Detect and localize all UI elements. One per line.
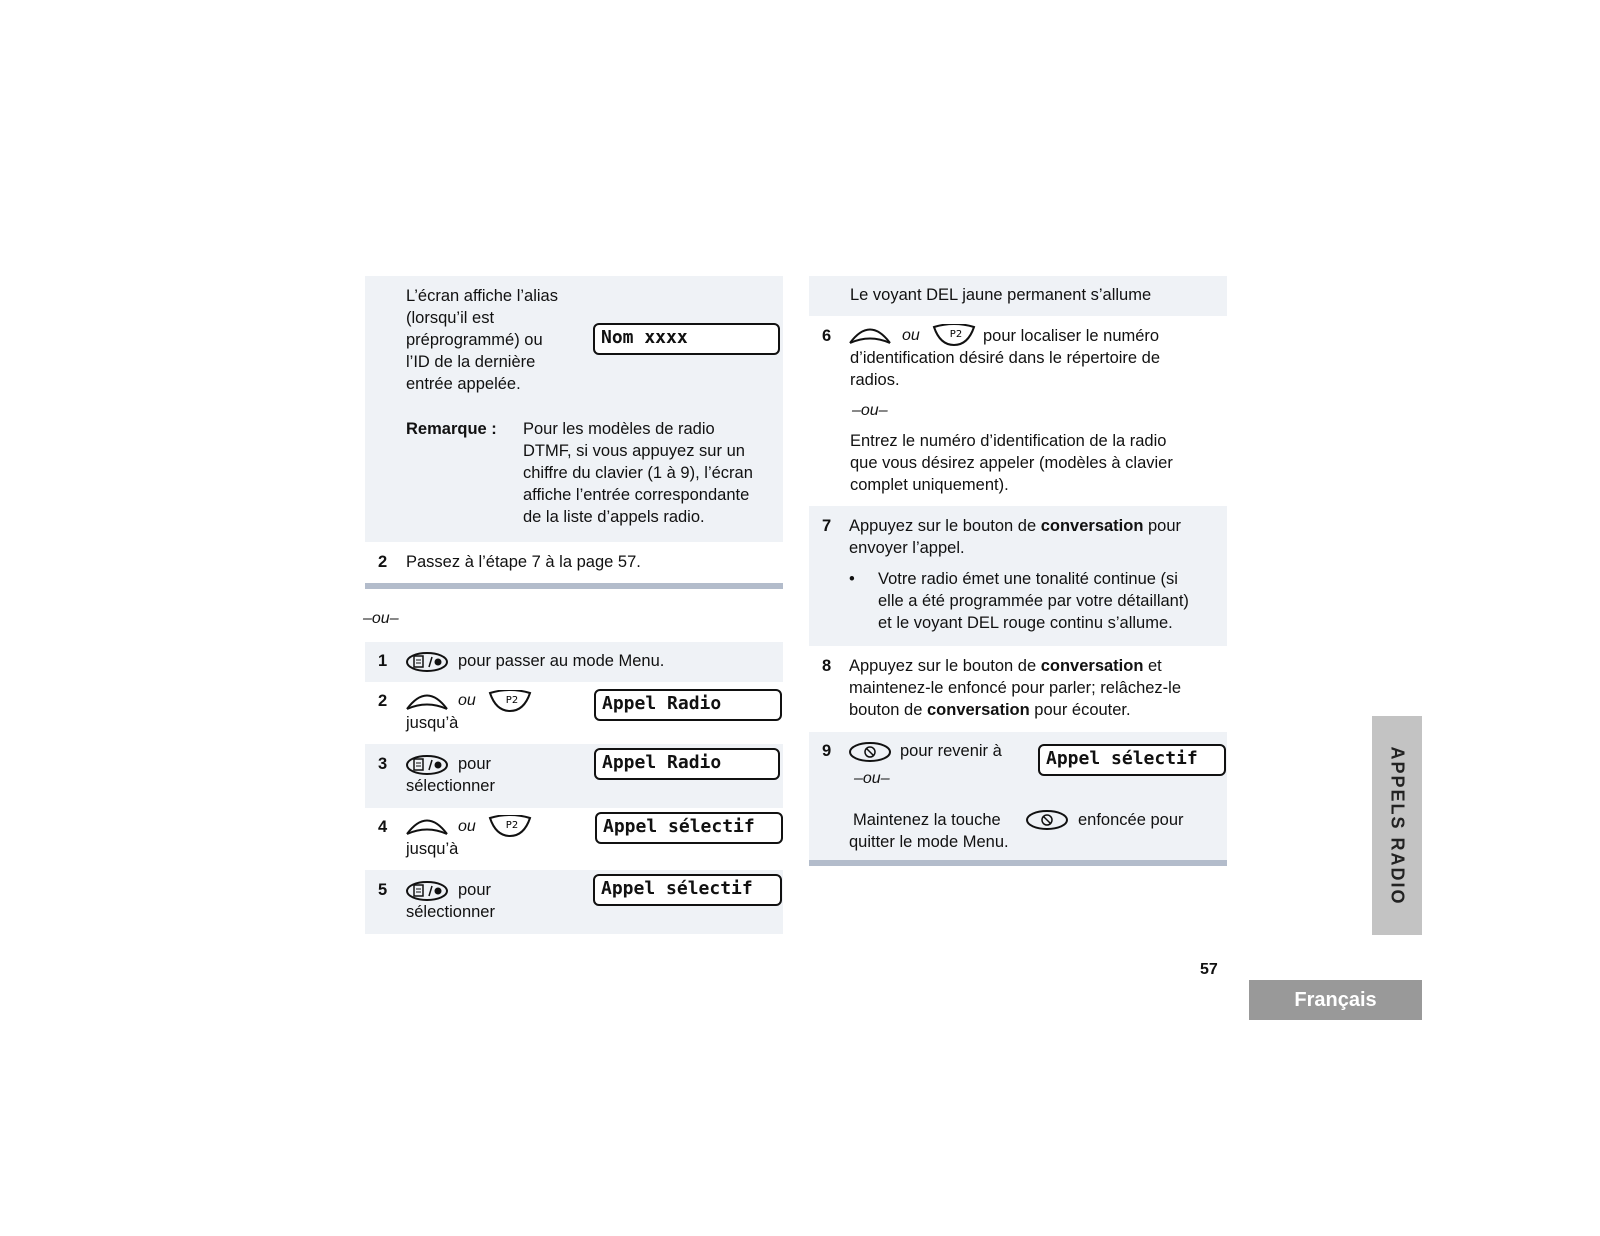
lcd-display: Appel sélectif [1038, 744, 1226, 776]
step-number: 9 [822, 742, 832, 760]
step-text: envoyer l’appel. [849, 539, 965, 557]
step-number: 5 [378, 881, 388, 899]
step-text: pour passer au mode Menu. [458, 652, 665, 670]
step-text: jusqu’à [406, 840, 459, 858]
step-text: sélectionner [406, 903, 495, 921]
page-number: 57 [1200, 961, 1218, 978]
intro-line: L’écran affiche l’alias [406, 287, 558, 305]
intro-line: entrée appelée. [406, 375, 521, 393]
lcd-display: Appel sélectif [593, 874, 782, 906]
step-text: Appuyez sur le bouton de conversation pour [849, 517, 1182, 535]
home-exit-button-icon [1025, 809, 1069, 831]
step-text: pour localiser le numéro [983, 327, 1160, 345]
bullet-text: Votre radio émet une tonalité continue (si [878, 570, 1178, 588]
step-text: quitter le mode Menu. [849, 833, 1009, 851]
step-text: pour revenir à [900, 742, 1002, 760]
step-number: 2 [378, 553, 388, 571]
svg-text:P2: P2 [505, 820, 519, 831]
section-side-tab [1372, 716, 1422, 935]
note-line: chiffre du clavier (1 à 9), l’écran [523, 464, 753, 482]
or-separator: –ou– [854, 770, 890, 787]
status-text: Le voyant DEL jaune permanent s’allume [850, 286, 1152, 304]
step-text: radios. [850, 371, 900, 389]
scroll-up-icon [405, 690, 449, 712]
note-line: Pour les modèles de radio [523, 420, 715, 438]
language-tab: Français [1249, 980, 1422, 1020]
scroll-up-icon [405, 815, 449, 837]
scroll-up-icon [848, 324, 892, 346]
or-separator: –ou– [852, 402, 888, 419]
intro-line: (lorsqu’il est [406, 309, 495, 327]
note-line: DTMF, si vous appuyez sur un [523, 442, 745, 460]
scroll-down-icon [488, 690, 532, 712]
or-word: ou [902, 327, 920, 344]
lcd-display: Appel sélectif [595, 812, 783, 844]
step-text: d’identification désiré dans le répertoire de [850, 349, 1161, 367]
step-text: complet uniquement). [850, 476, 1009, 494]
or-word: ou [458, 692, 476, 709]
step-number: 2 [378, 692, 388, 710]
lcd-display: Appel Radio [594, 689, 782, 721]
step-text: pour [458, 881, 492, 899]
step-number: 6 [822, 327, 832, 345]
section-divider [809, 860, 1227, 866]
svg-text:P2: P2 [505, 695, 519, 706]
intro-line: l’ID de la dernière [406, 353, 536, 371]
emphasis: conversation [927, 701, 1030, 719]
step-text: que vous désirez appeler (modèles à clavier [850, 454, 1173, 472]
step-number: 8 [822, 657, 832, 675]
scroll-down-icon [932, 324, 976, 346]
step-text: maintenez-le enfoncé pour parler; relâchez-le [849, 679, 1182, 697]
step-text: enfoncée pour [1078, 811, 1184, 829]
step-text: bouton de conversation pour écouter. [849, 701, 1131, 719]
side-tab-label: APPELS RADIO [1387, 746, 1408, 906]
bullet-text: elle a été programmée par votre détaillant) [878, 592, 1189, 610]
step-number: 1 [378, 652, 388, 670]
menu-select-button-icon [405, 880, 449, 902]
emphasis: conversation [1040, 517, 1144, 535]
step-text: jusqu’à [406, 714, 459, 732]
note-line: affiche l’entrée correspondante [523, 486, 750, 504]
scroll-down-icon [488, 815, 532, 837]
menu-select-button-icon [405, 651, 449, 673]
note-line: de la liste d’appels radio. [523, 508, 705, 526]
bullet: • [849, 570, 855, 588]
emphasis: conversation [1040, 657, 1144, 675]
intro-line: préprogrammé) ou [406, 331, 543, 349]
step-number: 3 [378, 755, 388, 773]
menu-select-button-icon [405, 754, 449, 776]
bullet-text: et le voyant DEL rouge continu s’allume. [878, 614, 1173, 632]
lcd-display: Nom xxxx [593, 323, 780, 355]
step-text: Entrez le numéro d’identification de la radio [850, 432, 1167, 450]
lcd-display: Appel Radio [594, 748, 780, 780]
step-text: Maintenez la touche [853, 811, 1001, 829]
section-divider [365, 583, 783, 589]
step-text: pour [458, 755, 492, 773]
svg-text:P2: P2 [949, 329, 963, 340]
or-separator: –ou– [363, 610, 399, 627]
home-exit-button-icon [848, 741, 892, 763]
or-word: ou [458, 818, 476, 835]
step-number: 4 [378, 818, 388, 836]
step-text: Appuyez sur le bouton de conversation et [849, 657, 1162, 675]
note-label: Remarque : [406, 420, 497, 438]
step-text: sélectionner [406, 777, 495, 795]
step-number: 7 [822, 517, 832, 535]
step-text: Passez à l’étape 7 à la page 57. [406, 553, 641, 571]
